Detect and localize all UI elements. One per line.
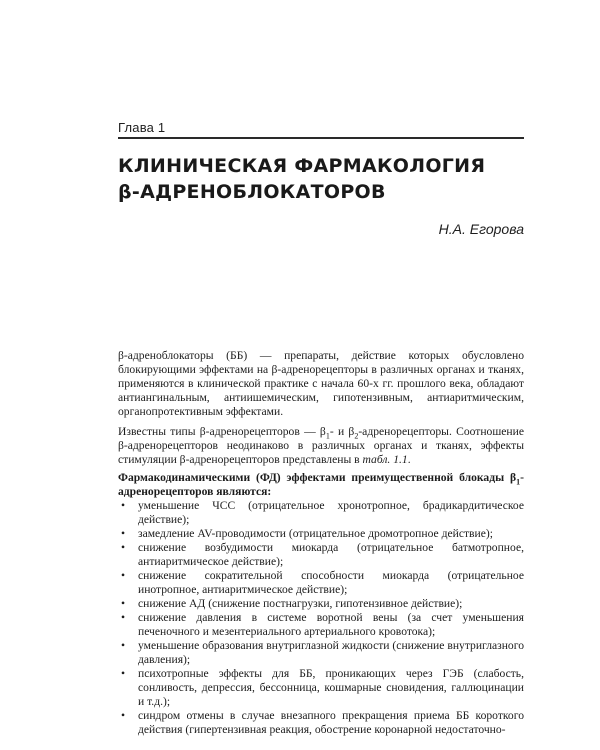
receptor-types-text-end: .: [407, 453, 411, 466]
effects-list: [118, 499, 524, 737]
bullet-icon: •: [120, 611, 126, 624]
list-item: [118, 499, 524, 527]
body-text: [118, 349, 524, 737]
list-item-text: уменьшение образования внутриглазной жидкости (снижение внутриглазного давления);: [138, 639, 524, 666]
bullet-icon: •: [120, 597, 126, 610]
receptor-types-text-start: Известны типы β-адренорецепторов — β: [118, 425, 326, 438]
bullet-icon: •: [120, 667, 126, 680]
chapter-title-line-1: КЛИНИЧЕСКАЯ ФАРМАКОЛОГИЯ: [118, 155, 486, 177]
list-item: [118, 709, 524, 737]
list-item-text: снижение давления в системе воротной вены (за счет уменьшения печеночного и мезентериального артериального кровотока);: [138, 611, 524, 638]
list-item: [118, 639, 524, 667]
effects-heading-subscript: 1: [516, 477, 521, 487]
chapter-title-line-2: β-АДРЕНОБЛОКАТОРОВ: [118, 181, 386, 203]
list-item-text: психотропные эффекты для ББ, проникающих через ГЭБ (слабость, сонливость, депрессия, бессонница, кошмарные сновидения, галлюцинации и т.д.);: [138, 667, 524, 708]
paragraph-receptor-types: [118, 425, 524, 467]
list-item: [118, 569, 524, 597]
chapter-label: Глава 1: [118, 120, 166, 135]
chapter-title: [118, 153, 485, 205]
paragraph-intro: β-адреноблокаторы (ББ) — препараты, действие которых обусловлено блокирующими эффектами на β-адренорецепторы в различных органах и тканях, применяются в клинической практике с начала 60-х гг. прошлого века, обладают антиангинальным, антиишемическим, гипотензивным, антиаритмическим, органопротективным эффектами.: [118, 349, 524, 418]
table-reference: табл. 1.1: [362, 453, 408, 466]
list-item-text: замедление AV-проводимости (отрицательное дромотропное действие);: [138, 527, 493, 540]
list-item: [118, 667, 524, 709]
effects-heading-end: -адренорецепторов являются:: [118, 471, 524, 498]
bullet-icon: •: [120, 499, 126, 512]
receptor-types-text-mid: - и β: [329, 425, 355, 438]
list-item-text: снижение возбудимости миокарда (отрицательное батмотропное, антиаритмическое действие);: [138, 541, 524, 568]
chapter-divider: [118, 137, 524, 139]
bullet-icon: •: [120, 569, 126, 582]
bullet-icon: •: [120, 527, 126, 540]
effects-heading-start: Фармакодинамическими (ФД) эффектами преимущественной блокады β: [118, 471, 517, 484]
list-item: [118, 541, 524, 569]
bullet-icon: •: [120, 639, 126, 652]
list-item-text: уменьшение ЧСС (отрицательное хронотропное, брадикардитическое действие);: [138, 499, 524, 526]
list-item-text: снижение сократительной способности миокарда (отрицательное инотропное, антиаритмическое действие);: [138, 569, 524, 596]
list-item-text: снижение АД (снижение постнагрузки, гипотензивное действие);: [138, 597, 463, 610]
beta2-subscript: 2: [354, 431, 359, 441]
bullet-icon: •: [120, 541, 126, 554]
list-item: [118, 527, 524, 541]
bullet-icon: •: [120, 709, 126, 722]
beta1-subscript: 1: [325, 431, 330, 441]
list-item: [118, 597, 524, 611]
receptor-types-text-rest: -адренорецепторы. Соотношение β-адренорецепторов неодинаково в различных органах и тканях, эффекты стимуляции β-адренорецепторов представлены в: [118, 425, 524, 466]
effects-heading: [118, 471, 524, 499]
author-name: Н.А. Егорова: [438, 221, 524, 237]
list-item: [118, 611, 524, 639]
list-item-text: синдром отмены в случае внезапного прекращения приема ББ короткого действия (гипертензивная реакция, обострение коронарной недостаточно-: [138, 709, 524, 736]
